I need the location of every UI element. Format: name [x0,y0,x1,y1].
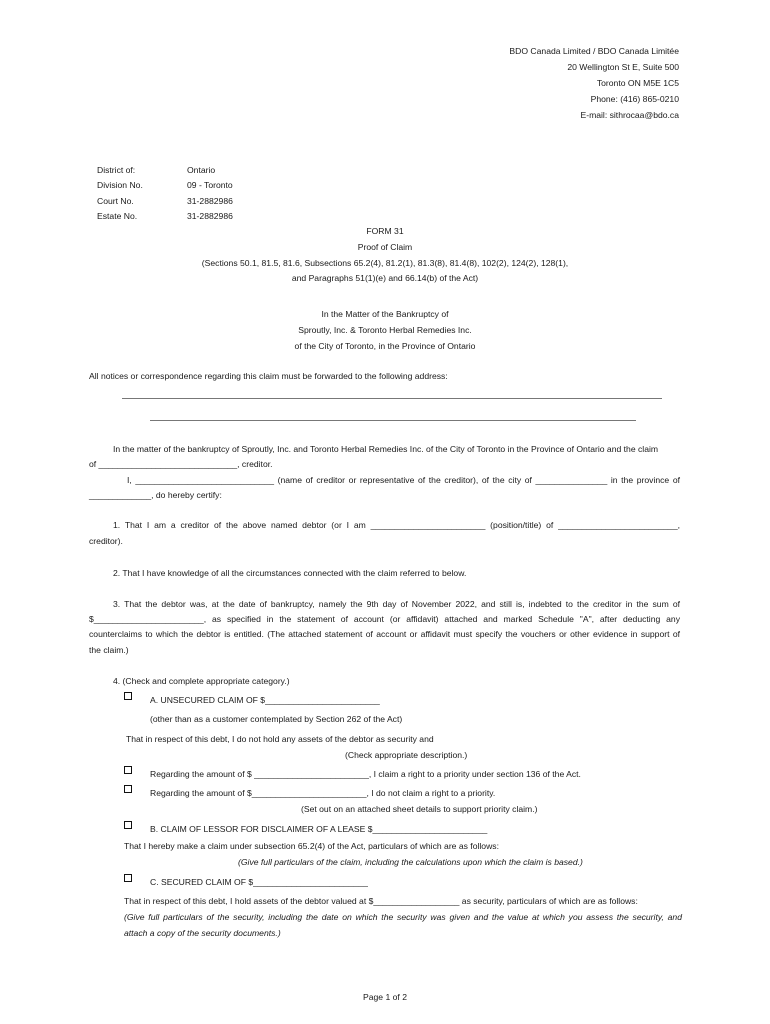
no-priority-claim-checkbox[interactable] [124,785,132,793]
form-sections-line1: (Sections 50.1, 81.5, 81.6, Subsections 65.2(4), 81.2(1), 81.3(8), 81.4(8), 102(2), 124(2), 128(1), [201,258,569,268]
intro-line2: of _____________________________, creditor. [89,459,273,469]
secured-claim-note-line1: (Give full particulars of the security, including the date on which the security was given and the value at which you assess the security, and [124,912,682,922]
estate-label: Estate No. [97,211,138,221]
priority-claim-text: Regarding the amount of $ ________________________, I claim a right to a priority under section 136 of the Act. [150,769,581,779]
division-value: 09 - Toronto [187,180,233,190]
address-line-2[interactable] [150,420,636,421]
unsecured-claim-label: A. UNSECURED CLAIM OF $________________________ [150,695,380,705]
para4-heading: 4. (Check and complete appropriate category.) [113,676,290,686]
secured-claim-label: C. SECURED CLAIM OF $________________________ [150,877,368,887]
para3-line2: $_______________________, as specified in the statement of account (or affidavit) attached and marked Schedule "A", after deducting any [89,614,680,624]
intro-line3: I, _____________________________ (name of creditor or representative of the creditor), of the city of _______________ in the province of [127,475,680,485]
lessor-claim-text: That I hereby make a claim under subsection 65.2(4) of the Act, particulars of which are as follows: [124,841,499,851]
priority-claim-checkbox[interactable] [124,766,132,774]
priority-details-note: (Set out on an attached sheet details to support priority claim.) [301,804,538,814]
secured-claim-text: That in respect of this debt, I hold assets of the debtor valued at $__________________ as security, particulars of which are as follows: [124,896,638,906]
unsecured-claim-text: That in respect of this debt, I do not hold any assets of the debtor as security and [126,734,434,744]
court-label: Court No. [97,196,134,206]
unsecured-claim-note: (other than as a customer contemplated by Section 262 of the Act) [150,714,403,724]
trustee-name: BDO Canada Limited / BDO Canada Limitée [509,46,679,56]
page-number: Page 1 of 2 [363,992,407,1002]
no-priority-claim-text: Regarding the amount of $________________________, I do not claim a right to a priority. [150,788,496,798]
address-line-1[interactable] [122,398,662,399]
notice-text: All notices or correspondence regarding this claim must be forwarded to the following address: [89,371,448,381]
para3-line1: 3. That the debtor was, at the date of bankruptcy, namely the 9th day of November 2022, and still is, indebted to the creditor in the sum of [113,599,680,609]
para1-line2: creditor). [89,536,123,546]
form-sections-line2: and Paragraphs 51(1)(e) and 66.14(b) of the Act) [291,273,479,283]
district-label: District of: [97,165,136,175]
para3-line4: the claim.) [89,645,129,655]
para3-line3: counterclaims to which the debtor is entitled. (The attached statement of account or affidavit must specify the vouchers or other evidence in support of [89,629,680,639]
matter-line2: Sproutly, Inc. & Toronto Herbal Remedies Inc. [298,325,472,335]
matter-line3: of the City of Toronto, in the Province of Ontario [294,341,476,351]
lessor-claim-label: B. CLAIM OF LESSOR FOR DISCLAIMER OF A LEASE $________________________ [150,824,488,834]
lessor-claim-checkbox[interactable] [124,821,132,829]
form-subtitle: Proof of Claim [357,242,413,252]
check-description-note: (Check appropriate description.) [345,750,468,760]
secured-claim-note-line2: attach a copy of the security documents.) [124,928,281,938]
estate-value: 31-2882986 [187,211,233,221]
para2-text: 2. That I have knowledge of all the circumstances connected with the claim referred to below. [113,568,467,578]
unsecured-claim-checkbox[interactable] [124,692,132,700]
division-label: Division No. [97,180,143,190]
court-value: 31-2882986 [187,196,233,206]
matter-line1: In the Matter of the Bankruptcy of [321,309,449,319]
trustee-phone: Phone: (416) 865-0210 [590,94,679,104]
intro-line4: _____________, do hereby certify: [89,490,222,500]
para1-line1: 1. That I am a creditor of the above named debtor (or I am ________________________ (position/title) of _________________________, [113,520,680,530]
trustee-street: 20 Wellington St E, Suite 500 [567,62,679,72]
trustee-email: E-mail: sithrocaa@bdo.ca [580,110,679,120]
trustee-city: Toronto ON M5E 1C5 [596,78,679,88]
form-title: FORM 31 [366,226,404,236]
district-value: Ontario [187,165,216,175]
secured-claim-checkbox[interactable] [124,874,132,882]
lessor-claim-note: (Give full particulars of the claim, including the calculations upon which the claim is based.) [238,857,583,867]
intro-line1: In the matter of the bankruptcy of Sproutly, Inc. and Toronto Herbal Remedies Inc. of the City of Toronto in the Province of Ontario and the claim [113,444,659,454]
